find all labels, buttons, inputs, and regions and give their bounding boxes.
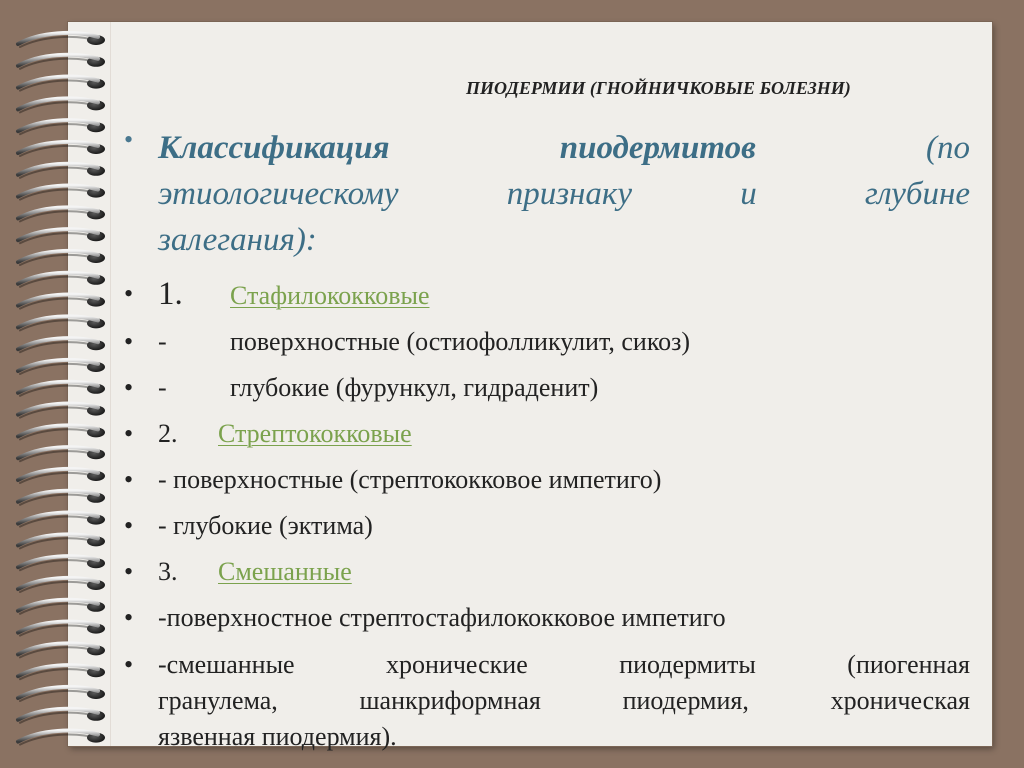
- dash: -: [158, 373, 167, 402]
- item-text: - глубокие (эктима): [158, 511, 373, 540]
- link-staphylococcal[interactable]: Стафилококковые: [230, 281, 430, 310]
- bullet: •: [124, 125, 134, 154]
- bullet: •: [124, 650, 134, 679]
- bullet: •: [124, 465, 134, 494]
- link-mixed[interactable]: Смешанные: [218, 557, 352, 586]
- text-word: гранулема,: [158, 686, 278, 715]
- text-word: пиодермия,: [622, 686, 749, 715]
- heading-word: признаку: [506, 176, 633, 212]
- text-word: язвенная пиодермия).: [158, 722, 397, 751]
- text-word: пиодермиты: [619, 650, 756, 679]
- list-item: [118, 595, 970, 641]
- item-number: 2.: [158, 419, 178, 448]
- bullet: •: [124, 603, 134, 632]
- final-line-3: [158, 719, 970, 755]
- heading-word: пиодермитов: [559, 130, 756, 166]
- item-text: - поверхностные (стрептококковое импетиго): [158, 465, 662, 494]
- item-number: 1.: [158, 276, 183, 312]
- classification-heading: [118, 125, 970, 269]
- heading-word: залегания):: [158, 222, 317, 258]
- text-word: хронические: [386, 650, 528, 679]
- list-item: [118, 365, 970, 411]
- slide-title: ПИОДЕРМИИ (ГНОЙНИЧКОВЫЕ БОЛЕЗНИ): [466, 78, 851, 98]
- list-item-chronic: [118, 647, 970, 755]
- list-item: [118, 319, 970, 365]
- dash: -: [158, 327, 167, 356]
- item-text: -поверхностное стрептостафилококковое импетиго: [158, 603, 726, 632]
- heading-line-3: [158, 217, 970, 263]
- list-item: [118, 503, 970, 549]
- item-number: 3.: [158, 557, 178, 586]
- final-line-1: [158, 647, 970, 683]
- text-word: -смешанные: [158, 650, 295, 679]
- item-text: поверхностные (остиофолликулит, сикоз): [230, 327, 691, 356]
- slide-content: [118, 125, 970, 755]
- bullet: •: [124, 327, 134, 356]
- bullet: •: [124, 557, 134, 586]
- heading-word: глубине: [864, 176, 970, 212]
- text-word: шанкриформная: [359, 686, 541, 715]
- text-word: хроническая: [830, 686, 970, 715]
- bullet: •: [124, 279, 134, 308]
- heading-word: Классификация: [158, 130, 390, 166]
- list-item-staph: [118, 269, 970, 319]
- heading-word: и: [740, 176, 757, 212]
- item-text: глубокие (фурункул, гидраденит): [230, 373, 599, 402]
- heading-word: (по: [926, 130, 970, 166]
- heading-line-2: [158, 171, 970, 217]
- bullet: •: [124, 419, 134, 448]
- list-item-mixed: [118, 549, 970, 595]
- text-word: (пиогенная: [847, 650, 970, 679]
- final-line-2: [158, 683, 970, 719]
- bullet: •: [124, 511, 134, 540]
- heading-word: этиологическому: [158, 176, 399, 212]
- list-item-strep: [118, 411, 970, 457]
- list-item: [118, 457, 970, 503]
- bullet: •: [124, 373, 134, 402]
- link-streptococcal[interactable]: Стрептококковые: [218, 419, 412, 448]
- heading-line-1: [158, 125, 970, 171]
